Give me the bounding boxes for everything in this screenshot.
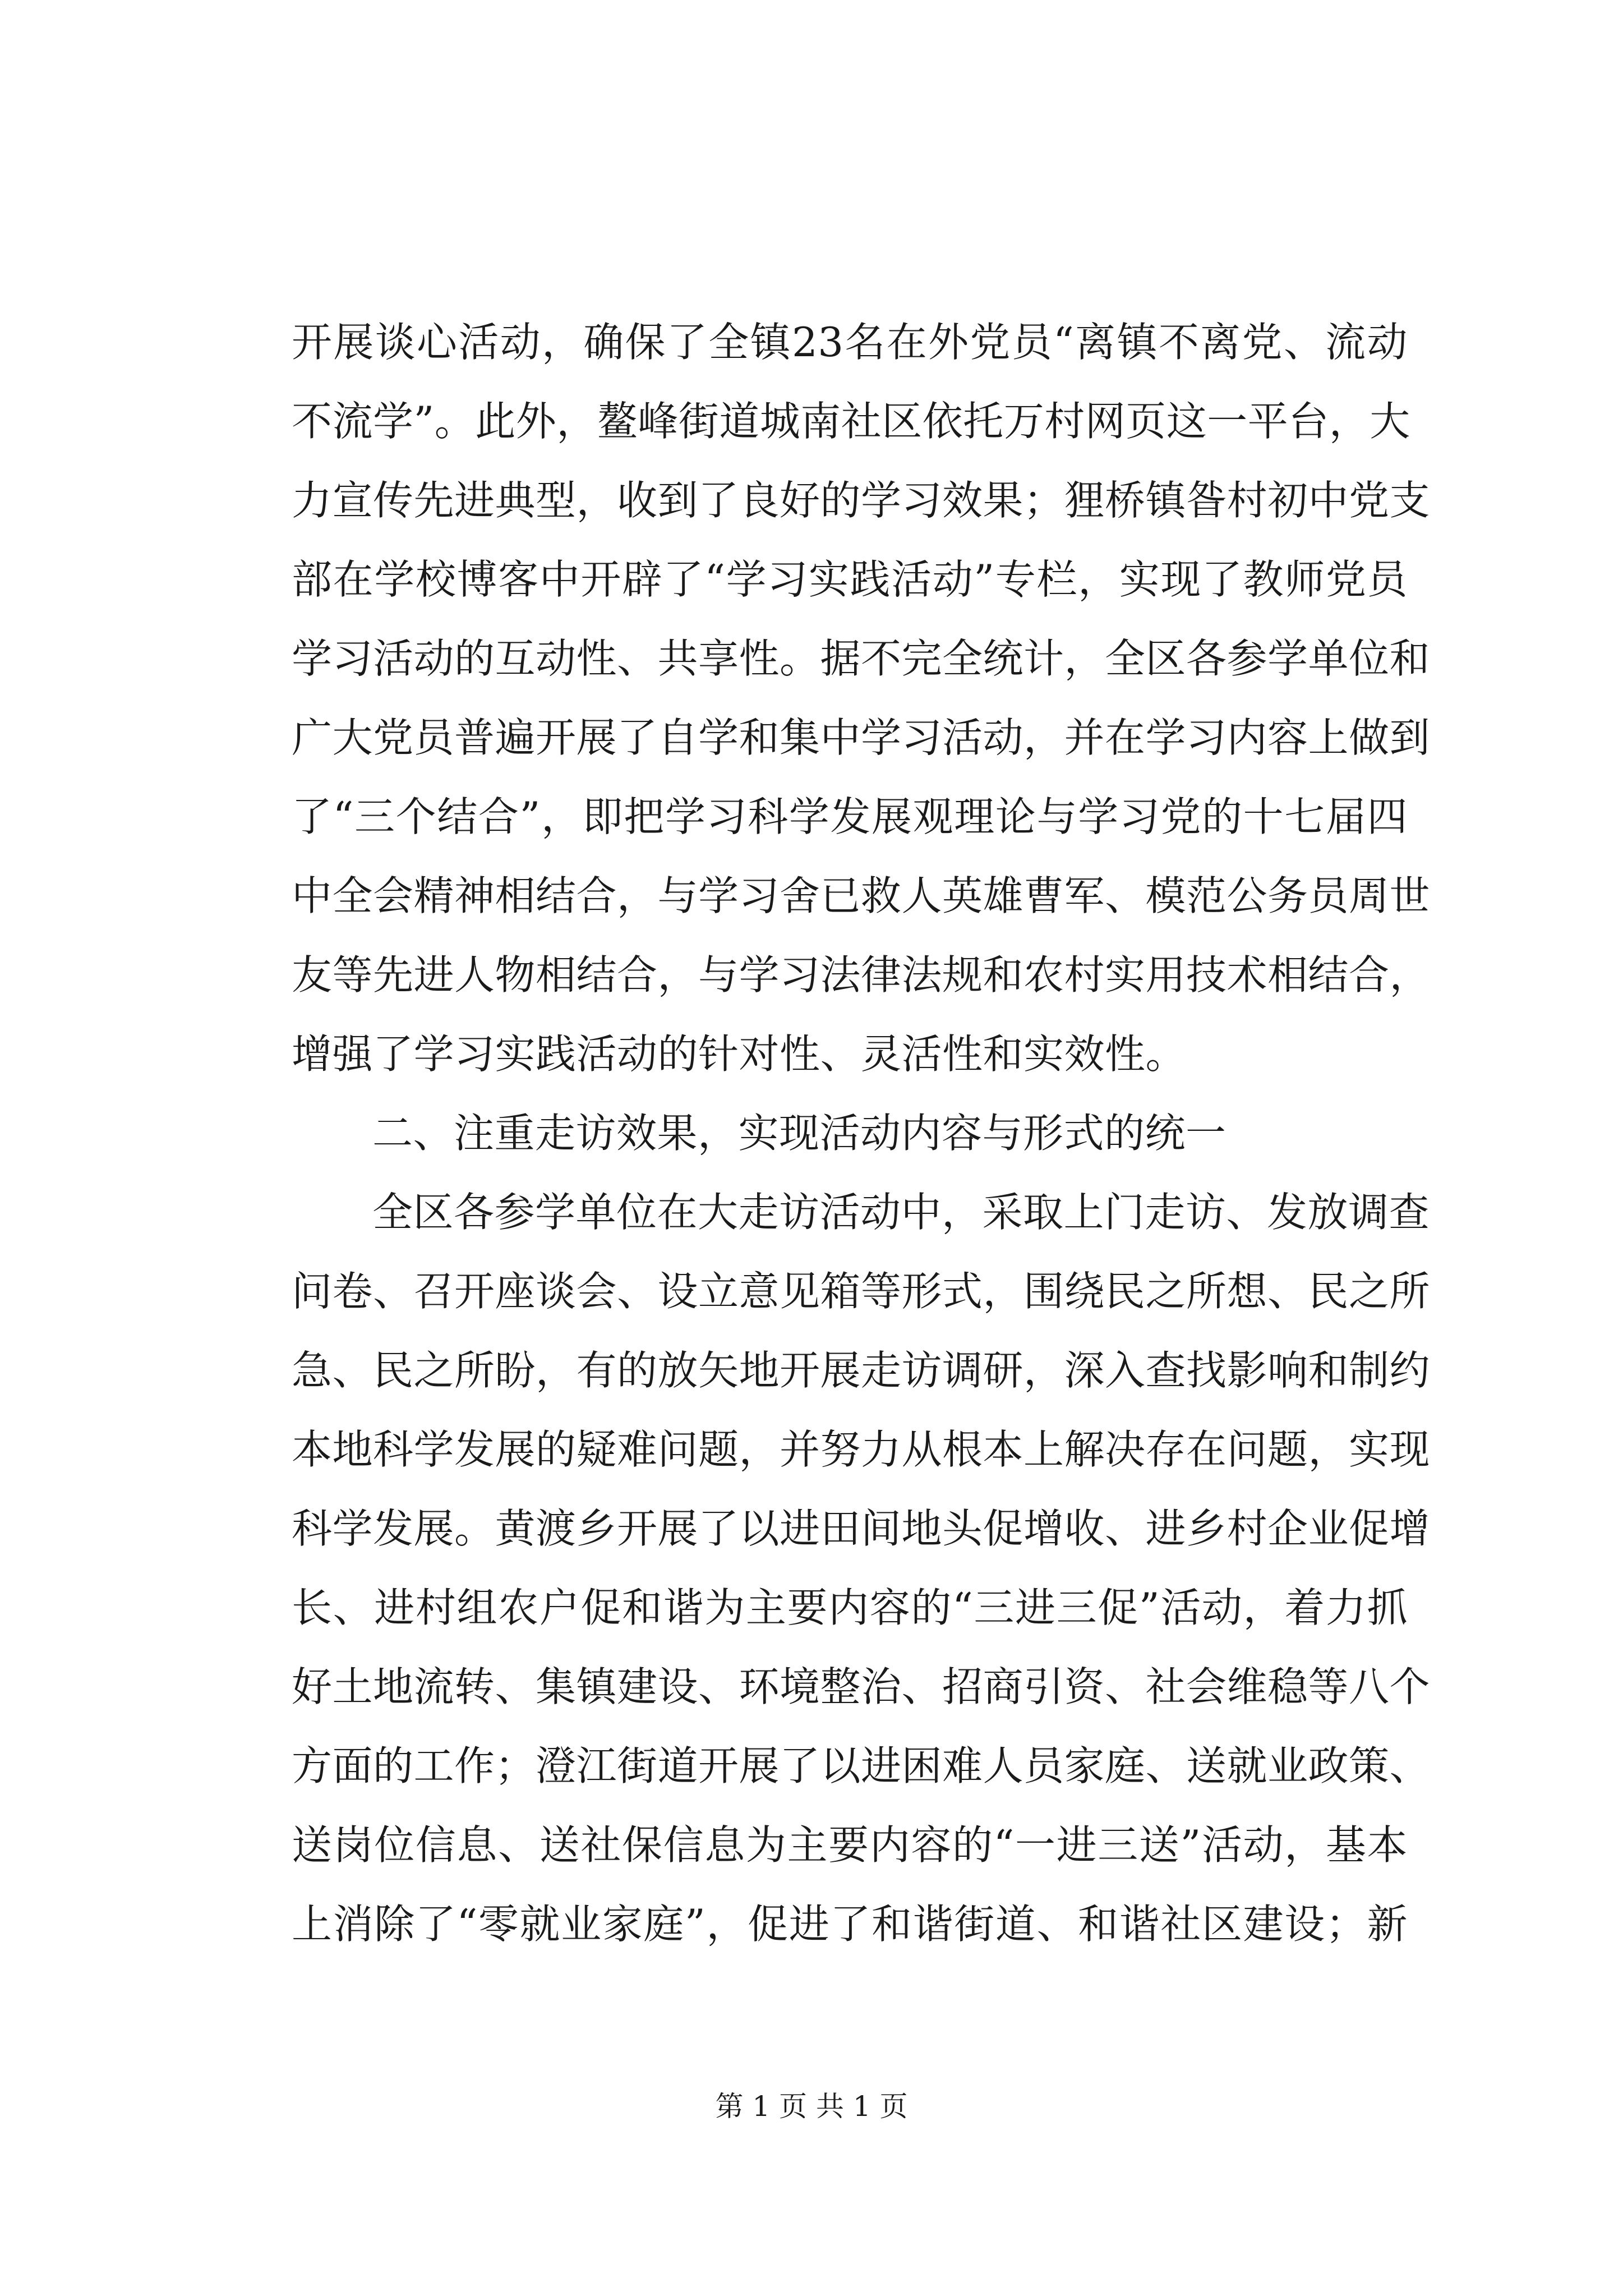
paragraph-line: 开展谈心活动，确保了全镇23名在外党员“离镇不离党、流动 (292, 319, 1408, 366)
paragraph-line: 好土地流转、集镇建设、环境整治、招商引资、社会维稳等八个 (292, 1663, 1431, 1710)
document-body (292, 303, 1431, 1964)
paragraph-line: 送岗位信息、送社保信息为主要内容的“一进三送”活动，基本 (292, 1821, 1408, 1869)
paragraph-line: 学习活动的互动性、共享性。据不完全统计，全区各参学单位和 (292, 635, 1431, 682)
paragraph-line: 不流学”。此外，鳌峰街道城南社区依托万村网页这一平台，大 (292, 398, 1410, 445)
paragraph-line: 科学发展。黄渡乡开展了以进田间地头促增收、进乡村企业促增 (292, 1505, 1431, 1552)
page-footer (0, 2087, 1623, 2126)
paragraph-first-line: 全区各参学单位在大走访活动中，采取上门走访、发放调查 (372, 1189, 1430, 1236)
paragraph-line: 急、民之所盼，有的放矢地开展走访调研，深入查找影响和制约 (292, 1347, 1431, 1394)
section-heading: 二、注重走访效果，实现活动内容与形式的统一 (372, 1110, 1227, 1157)
paragraph-line: 了“三个结合”，即把学习科学发展观理论与学习党的十七届四 (292, 793, 1408, 840)
paragraph-line: 长、进村组农户促和谐为主要内容的“三进三促”活动，着力抓 (292, 1584, 1408, 1631)
paragraph-line: 广大党员普遍开展了自学和集中学习活动，并在学习内容上做到 (292, 714, 1431, 761)
paragraph-line: 本地科学发展的疑难问题，并努力从根本上解决存在问题，实现 (292, 1426, 1431, 1473)
paragraph-line: 上消除了“零就业家庭”，促进了和谐街道、和谐社区建设；新 (292, 1901, 1408, 1948)
paragraph-line: 中全会精神相结合，与学习舍已救人英雄曹军、模范公务员周世 (292, 872, 1431, 919)
paragraph-line: 力宣传先进典型，收到了良好的学习效果；狸桥镇昝村初中党支 (292, 477, 1431, 524)
paragraph-line: 问卷、召开座谈会、设立意见箱等形式，围绕民之所想、民之所 (292, 1268, 1431, 1315)
paragraph-line: 部在学校博客中开辟了“学习实践活动”专栏，实现了教师党员 (292, 556, 1408, 603)
paragraph-line: 方面的工作；澄江街道开展了以进困难人员家庭、送就业政策、 (292, 1742, 1431, 1789)
paragraph-last-line: 增强了学习实践活动的针对性、灵活性和实效性。 (292, 1030, 1187, 1078)
page-number-label: 第 1 页 共 1 页 (715, 2090, 908, 2123)
paragraph-line: 友等先进人物相结合，与学习法律法规和农村实用技术相结合， (292, 951, 1431, 999)
